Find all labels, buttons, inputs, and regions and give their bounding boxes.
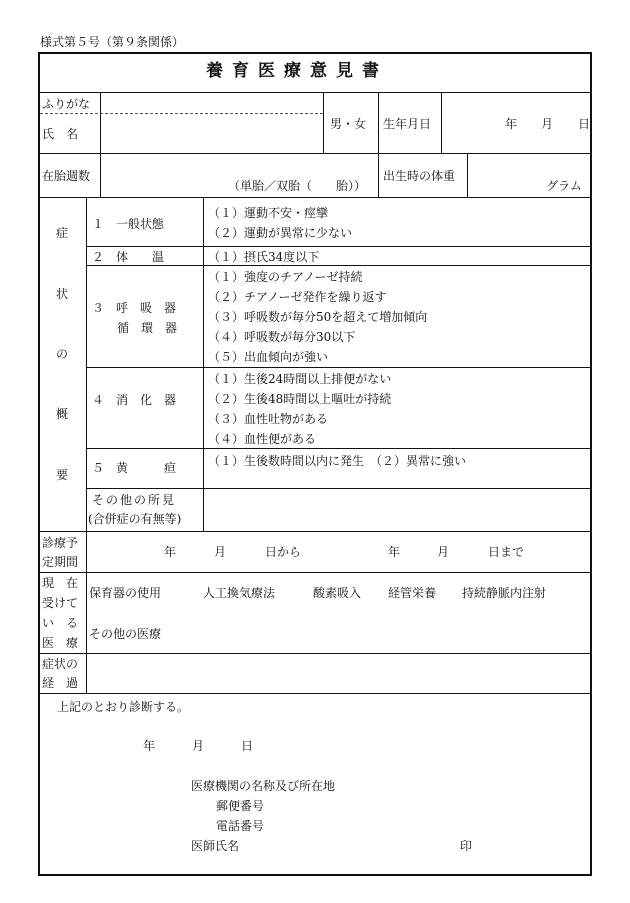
doctor-label: 医師氏名 <box>191 839 240 853</box>
col-sex <box>323 92 324 153</box>
rule-sym-4 <box>86 448 590 449</box>
symptom-general-label: １ 一般状態 <box>92 217 165 231</box>
other-care-label: その他の医療 <box>89 627 162 641</box>
institution-label: 医療機関の名称及び所在地 <box>191 779 336 793</box>
rule-sym-1 <box>86 246 590 247</box>
sign-day: 日 <box>241 739 254 753</box>
care-option-iv[interactable]: 持続静脈内注射 <box>462 586 547 600</box>
general-item-1: （１）運動不安・痙攣 <box>208 206 329 220</box>
symptom-other-label-1: その他の所見 <box>92 493 177 507</box>
period-to-day: 日まで <box>488 545 525 559</box>
gestation-label: 在胎週数 <box>42 169 91 183</box>
symptoms-heading-1: 症 <box>56 226 69 240</box>
col-birthdate-value <box>441 92 442 153</box>
birth-weight-label: 出生時の体重 <box>383 169 456 183</box>
care-label-1: 現 在 <box>42 576 79 590</box>
digest-item-3: （３）血性吐物がある <box>208 412 329 426</box>
resp-item-2: （２）チアノーゼ発作を繰り返す <box>208 290 387 304</box>
rule-sym-5 <box>86 488 590 489</box>
symptoms-heading-4: 概 <box>56 407 69 421</box>
birth-day-unit: 日 <box>578 117 591 131</box>
postal-label: 郵便番号 <box>216 799 265 813</box>
phone-label: 電話番号 <box>216 819 265 833</box>
rule-under-title <box>40 92 590 93</box>
period-to-month: 月 <box>437 545 450 559</box>
frame-bottom <box>38 874 592 876</box>
sign-year: 年 <box>143 739 156 753</box>
period-to-year: 年 <box>388 545 401 559</box>
resp-item-3: （３）呼吸数が毎分50を超えて増加傾向 <box>208 310 428 324</box>
seal-label: 印 <box>460 839 473 853</box>
resp-item-4: （４）呼吸数が毎分30以下 <box>208 330 356 344</box>
rule-under-care <box>40 653 590 654</box>
symptoms-heading-5: 要 <box>56 468 69 482</box>
rule-under-period <box>40 572 590 573</box>
symptoms-heading-2: 状 <box>56 287 69 301</box>
care-label-2: 受けて <box>42 596 79 610</box>
symptom-resp-label-1: ３ 呼 吸 器 <box>92 301 177 315</box>
birth-year-unit: 年 <box>505 117 518 131</box>
gram-unit: グラム <box>546 179 582 193</box>
rule-sym-3 <box>86 367 590 368</box>
furigana-label: ふりがな <box>42 97 91 111</box>
frame-top <box>38 52 592 54</box>
form-title: 養育医療意見書 <box>206 61 388 81</box>
care-option-incubator[interactable]: 保育器の使用 <box>89 586 162 600</box>
rule-under-symptoms <box>40 531 590 532</box>
symptom-resp-label-2: 循 環 器 <box>117 321 178 335</box>
jaundice-item-1: （１）生後数時間以内に発生 （２）異常に強い <box>208 454 467 468</box>
care-option-ventilation[interactable]: 人工換気療法 <box>203 586 276 600</box>
digest-item-1: （１）生後24時間以上排便がない <box>208 372 392 386</box>
period-from-day: 日から <box>265 545 302 559</box>
rule-under-course <box>40 693 590 694</box>
temp-item-1: （１）摂氏34度以下 <box>208 250 320 264</box>
care-label-4: 医 療 <box>42 636 79 650</box>
furigana-dashed <box>40 113 323 114</box>
symptom-other-label-2: (合併症の有無等) <box>88 512 182 526</box>
course-label-2: 経 過 <box>42 676 79 690</box>
period-from-month: 月 <box>214 545 227 559</box>
symptom-temp-label: ２ 体 温 <box>92 250 165 264</box>
frame-left <box>38 52 40 876</box>
general-item-2: （２）運動が異常に少ない <box>208 226 353 240</box>
sign-month: 月 <box>192 739 205 753</box>
diagnosis-statement: 上記のとおり診断する。 <box>57 700 190 714</box>
twin-text: （単胎／双胎（ 胎）） <box>228 179 367 193</box>
frame-right <box>590 52 592 876</box>
period-label-1: 診療予 <box>42 536 79 550</box>
birthdate-label: 生年月日 <box>383 117 432 131</box>
resp-item-1: （１）強度のチアノーゼ持続 <box>208 270 363 284</box>
symptom-digest-label: ４ 消 化 器 <box>92 393 177 407</box>
care-option-oxygen[interactable]: 酸素吸入 <box>313 586 362 600</box>
col-left-labels <box>86 197 87 693</box>
birth-month-unit: 月 <box>541 117 554 131</box>
symptom-jaundice-label: ５ 黄 疸 <box>92 461 177 475</box>
digest-item-4: （４）血性便がある <box>208 432 317 446</box>
col-birthdate <box>378 92 379 197</box>
care-option-tube-feeding[interactable]: 経管栄養 <box>388 586 437 600</box>
rule-sym-2 <box>86 265 590 266</box>
period-from-year: 年 <box>164 545 177 559</box>
care-label-3: い る <box>42 616 79 630</box>
period-label-2: 定期間 <box>42 555 79 569</box>
resp-item-5: （５）出血傾向が強い <box>208 350 329 364</box>
symptoms-heading-3: の <box>56 347 69 361</box>
rule-under-gestation <box>40 197 590 198</box>
col-name-label <box>100 92 101 197</box>
sex-options[interactable]: 男・女 <box>330 117 367 131</box>
col-symptom-items <box>203 197 204 531</box>
name-label: 氏 名 <box>42 127 79 141</box>
form-number: 様式第５号（第９条関係） <box>40 35 185 49</box>
col-weight-value <box>467 153 468 197</box>
digest-item-2: （２）生後48時間以上嘔吐が持続 <box>208 392 392 406</box>
rule-under-name <box>40 153 590 154</box>
course-label-1: 症状の <box>42 657 79 671</box>
